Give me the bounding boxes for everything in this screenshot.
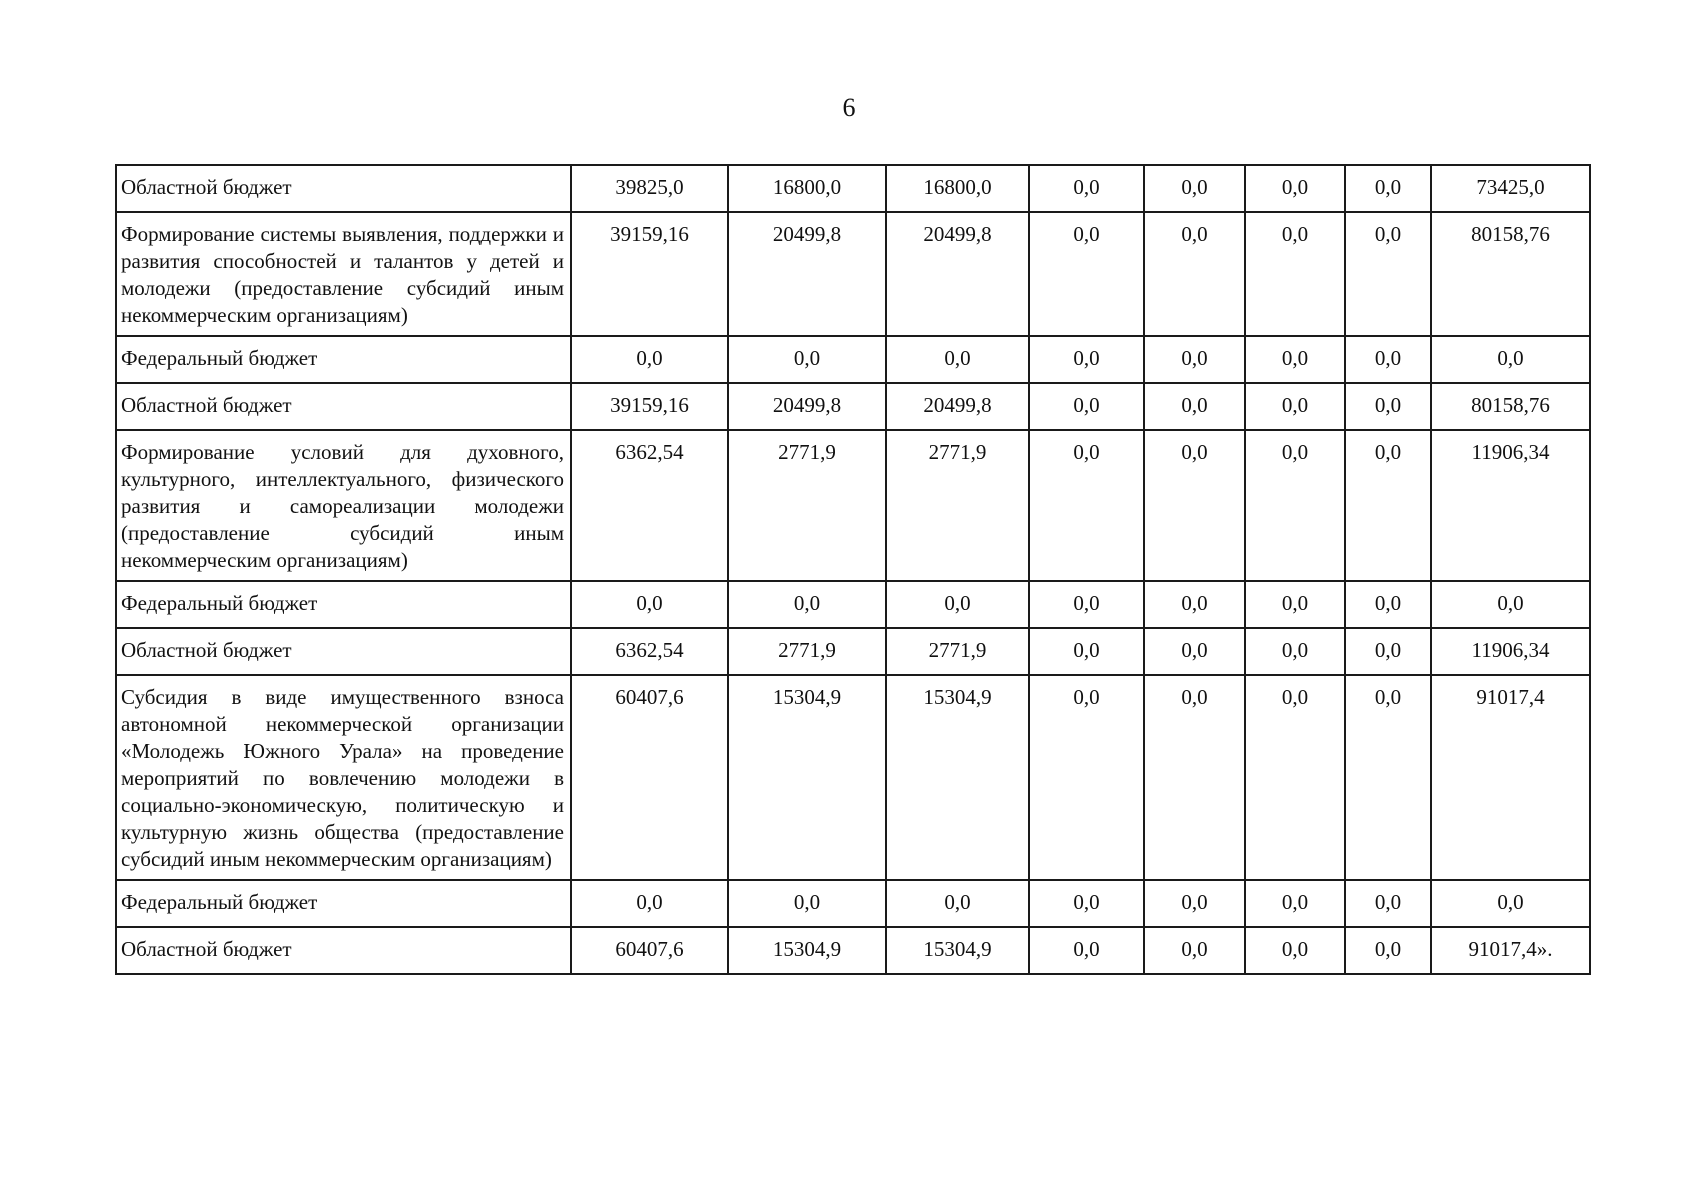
value-cell: 0,0 [1345, 336, 1431, 383]
value-cell: 15304,9 [728, 675, 886, 880]
value-cell: 2771,9 [728, 430, 886, 581]
row-label: Областной бюджет [116, 628, 571, 675]
value-cell: 0,0 [1029, 430, 1144, 581]
table-row [116, 927, 1590, 974]
value-cell: 2771,9 [728, 628, 886, 675]
value-cell: 0,0 [1345, 880, 1431, 927]
value-cell: 6362,54 [571, 430, 728, 581]
row-label: Федеральный бюджет [116, 336, 571, 383]
row-label: Федеральный бюджет [116, 581, 571, 628]
value-cell: 0,0 [728, 336, 886, 383]
table-row [116, 165, 1590, 212]
value-cell: 60407,6 [571, 927, 728, 974]
value-cell: 0,0 [1245, 675, 1345, 880]
value-cell: 0,0 [1245, 628, 1345, 675]
row-label: Областной бюджет [116, 165, 571, 212]
value-cell: 2771,9 [886, 430, 1029, 581]
value-cell: 0,0 [1029, 581, 1144, 628]
table-row [116, 628, 1590, 675]
value-cell: 15304,9 [728, 927, 886, 974]
value-cell: 39825,0 [571, 165, 728, 212]
table-row [116, 581, 1590, 628]
value-cell: 0,0 [1245, 336, 1345, 383]
value-cell: 0,0 [1245, 880, 1345, 927]
value-cell: 20499,8 [728, 212, 886, 336]
value-cell: 0,0 [1029, 212, 1144, 336]
total-cell: 73425,0 [1431, 165, 1590, 212]
value-cell: 0,0 [571, 336, 728, 383]
value-cell: 0,0 [1245, 927, 1345, 974]
value-cell: 0,0 [1345, 581, 1431, 628]
value-cell: 0,0 [1144, 628, 1245, 675]
table-row [116, 212, 1590, 336]
row-label: Областной бюджет [116, 927, 571, 974]
total-cell: 0,0 [1431, 880, 1590, 927]
value-cell: 0,0 [1345, 675, 1431, 880]
table-row [116, 383, 1590, 430]
value-cell: 0,0 [1029, 165, 1144, 212]
total-cell: 0,0 [1431, 581, 1590, 628]
table-body [116, 165, 1590, 974]
value-cell: 2771,9 [886, 628, 1029, 675]
value-cell: 0,0 [1029, 383, 1144, 430]
value-cell: 20499,8 [728, 383, 886, 430]
row-label: Формирование условий для духовного, культурного, интеллектуального, физического развития и самореализации молодежи (предоставление субсидий иным некоммерческим организациям) [116, 430, 571, 581]
total-cell: 80158,76 [1431, 212, 1590, 336]
value-cell: 15304,9 [886, 927, 1029, 974]
value-cell: 0,0 [1245, 212, 1345, 336]
value-cell: 0,0 [1144, 383, 1245, 430]
value-cell: 20499,8 [886, 383, 1029, 430]
value-cell: 0,0 [728, 880, 886, 927]
value-cell: 0,0 [1345, 212, 1431, 336]
value-cell: 0,0 [1029, 336, 1144, 383]
row-label: Субсидия в виде имущественного взноса автономной некоммерческой организации «Молодежь Южного Урала» на проведение мероприятий по вовлечению молодежи в социально-экономическую, политическую и культурную жизнь общества (предоставление субсидий иным некоммерческим организациям) [116, 675, 571, 880]
value-cell: 0,0 [571, 880, 728, 927]
value-cell: 0,0 [1144, 880, 1245, 927]
value-cell: 0,0 [1245, 430, 1345, 581]
value-cell: 0,0 [1345, 383, 1431, 430]
value-cell: 0,0 [1144, 212, 1245, 336]
row-label: Федеральный бюджет [116, 880, 571, 927]
value-cell: 0,0 [571, 581, 728, 628]
value-cell: 20499,8 [886, 212, 1029, 336]
table-row [116, 336, 1590, 383]
total-cell: 80158,76 [1431, 383, 1590, 430]
table-row [116, 675, 1590, 880]
row-label: Областной бюджет [116, 383, 571, 430]
value-cell: 16800,0 [886, 165, 1029, 212]
value-cell: 0,0 [1029, 628, 1144, 675]
value-cell: 0,0 [1144, 581, 1245, 628]
total-cell: 11906,34 [1431, 628, 1590, 675]
value-cell: 0,0 [728, 581, 886, 628]
table-row [116, 430, 1590, 581]
value-cell: 0,0 [886, 581, 1029, 628]
value-cell: 0,0 [1345, 165, 1431, 212]
total-cell: 91017,4». [1431, 927, 1590, 974]
value-cell: 0,0 [1245, 165, 1345, 212]
value-cell: 0,0 [1345, 927, 1431, 974]
budget-table [115, 164, 1591, 975]
value-cell: 39159,16 [571, 212, 728, 336]
value-cell: 0,0 [1144, 336, 1245, 383]
total-cell: 91017,4 [1431, 675, 1590, 880]
value-cell: 0,0 [1245, 581, 1345, 628]
value-cell: 0,0 [1144, 430, 1245, 581]
total-cell: 11906,34 [1431, 430, 1590, 581]
value-cell: 0,0 [1245, 383, 1345, 430]
value-cell: 0,0 [1029, 927, 1144, 974]
total-cell: 0,0 [1431, 336, 1590, 383]
value-cell: 60407,6 [571, 675, 728, 880]
row-label: Формирование системы выявления, поддержки и развития способностей и талантов у детей и молодежи (предоставление субсидий иным некоммерческим организациям) [116, 212, 571, 336]
value-cell: 15304,9 [886, 675, 1029, 880]
value-cell: 0,0 [1144, 927, 1245, 974]
value-cell: 39159,16 [571, 383, 728, 430]
value-cell: 0,0 [886, 336, 1029, 383]
value-cell: 6362,54 [571, 628, 728, 675]
value-cell: 0,0 [886, 880, 1029, 927]
value-cell: 0,0 [1144, 165, 1245, 212]
value-cell: 0,0 [1345, 628, 1431, 675]
value-cell: 0,0 [1029, 675, 1144, 880]
page-number: 6 [842, 93, 856, 122]
table-row [116, 880, 1590, 927]
value-cell: 0,0 [1144, 675, 1245, 880]
value-cell: 0,0 [1345, 430, 1431, 581]
value-cell: 0,0 [1029, 880, 1144, 927]
value-cell: 16800,0 [728, 165, 886, 212]
